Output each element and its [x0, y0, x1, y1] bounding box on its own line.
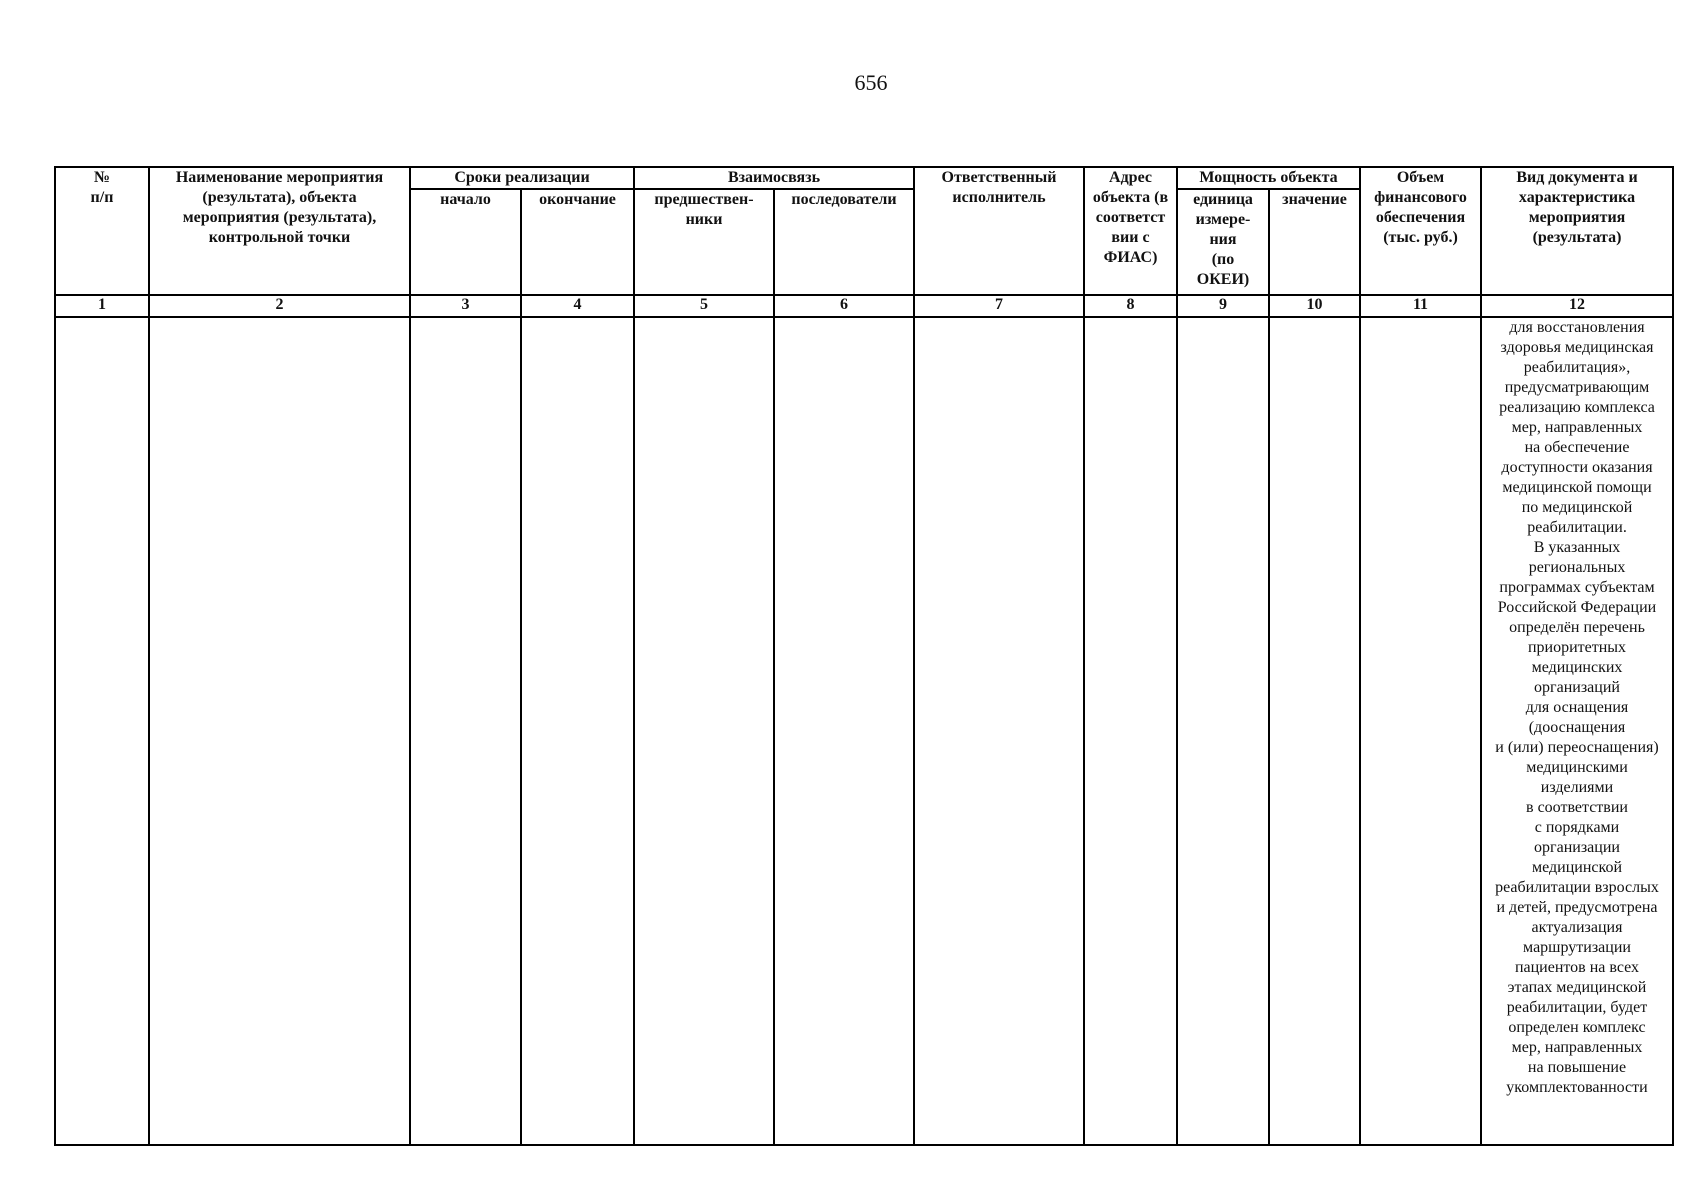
- table-row: [55, 317, 1673, 1145]
- cell-value: [1269, 317, 1360, 1145]
- header-terms-end: окончание: [521, 189, 634, 295]
- header-doc-type: Вид документа и характеристика мероприятия (результата): [1481, 167, 1673, 295]
- header-relation: Взаимосвязь: [634, 167, 914, 189]
- column-number: 9: [1177, 295, 1269, 317]
- header-responsible: Ответственный исполнитель: [914, 167, 1084, 295]
- cell-doc-type-text: для восстановления здоровья медицинская реабилитация», предусматривающим реализацию комплекса мер, направленных на обеспечение доступности оказания медицинской помощи по медицинской реабилитации. В указанных региональных программах субъектам Российской Федерации определён перечень приоритетных медицинских организаций для оснащения (дооснащения и (или) переоснащения) медицинскими изделиями в соответствии с порядками организации медицинской реабилитации взрослых и детей, предусмотрена актуализация маршрутизации пациентов на всех этапах медицинской реабилитации, будет определен комплекс мер, направленных на повышение укомплектованности: [1481, 317, 1673, 1145]
- cell-unit: [1177, 317, 1269, 1145]
- column-number: 10: [1269, 295, 1360, 317]
- cell-num: [55, 317, 149, 1145]
- plan-table: [54, 166, 1674, 1146]
- column-number: 8: [1084, 295, 1177, 317]
- header-finance: Объем финансового обеспечения (тыс. руб.): [1360, 167, 1481, 295]
- cell-responsible: [914, 317, 1084, 1145]
- header-address: Адрес объекта (в соответст вии с ФИАС): [1084, 167, 1177, 295]
- header-relation-next: последователи: [774, 189, 914, 295]
- header-name: Наименование мероприятия (результата), объекта мероприятия (результата), контрольной точки: [149, 167, 410, 295]
- header-capacity-value: значение: [1269, 189, 1360, 295]
- column-number: 11: [1360, 295, 1481, 317]
- header-relation-prev: предшествен- ники: [634, 189, 774, 295]
- column-number: 5: [634, 295, 774, 317]
- page-number: 656: [854, 70, 888, 95]
- column-number: 1: [55, 295, 149, 317]
- column-number: 4: [521, 295, 634, 317]
- cell-finance: [1360, 317, 1481, 1145]
- column-number: 3: [410, 295, 521, 317]
- cell-prev: [634, 317, 774, 1145]
- header-terms-start: начало: [410, 189, 521, 295]
- header-capacity-unit: единица измере- ния (по ОКЕИ): [1177, 189, 1269, 295]
- cell-start: [410, 317, 521, 1145]
- column-number-row: [55, 295, 1673, 317]
- column-number: 2: [149, 295, 410, 317]
- header-row-top: [55, 167, 1673, 189]
- cell-end: [521, 317, 634, 1145]
- column-number: 12: [1481, 295, 1673, 317]
- cell-next: [774, 317, 914, 1145]
- column-number: 7: [914, 295, 1084, 317]
- header-num: № п/п: [55, 167, 149, 295]
- cell-name: [149, 317, 410, 1145]
- column-number: 6: [774, 295, 914, 317]
- cell-address: [1084, 317, 1177, 1145]
- header-capacity: Мощность объекта: [1177, 167, 1360, 189]
- header-terms: Сроки реализации: [410, 167, 634, 189]
